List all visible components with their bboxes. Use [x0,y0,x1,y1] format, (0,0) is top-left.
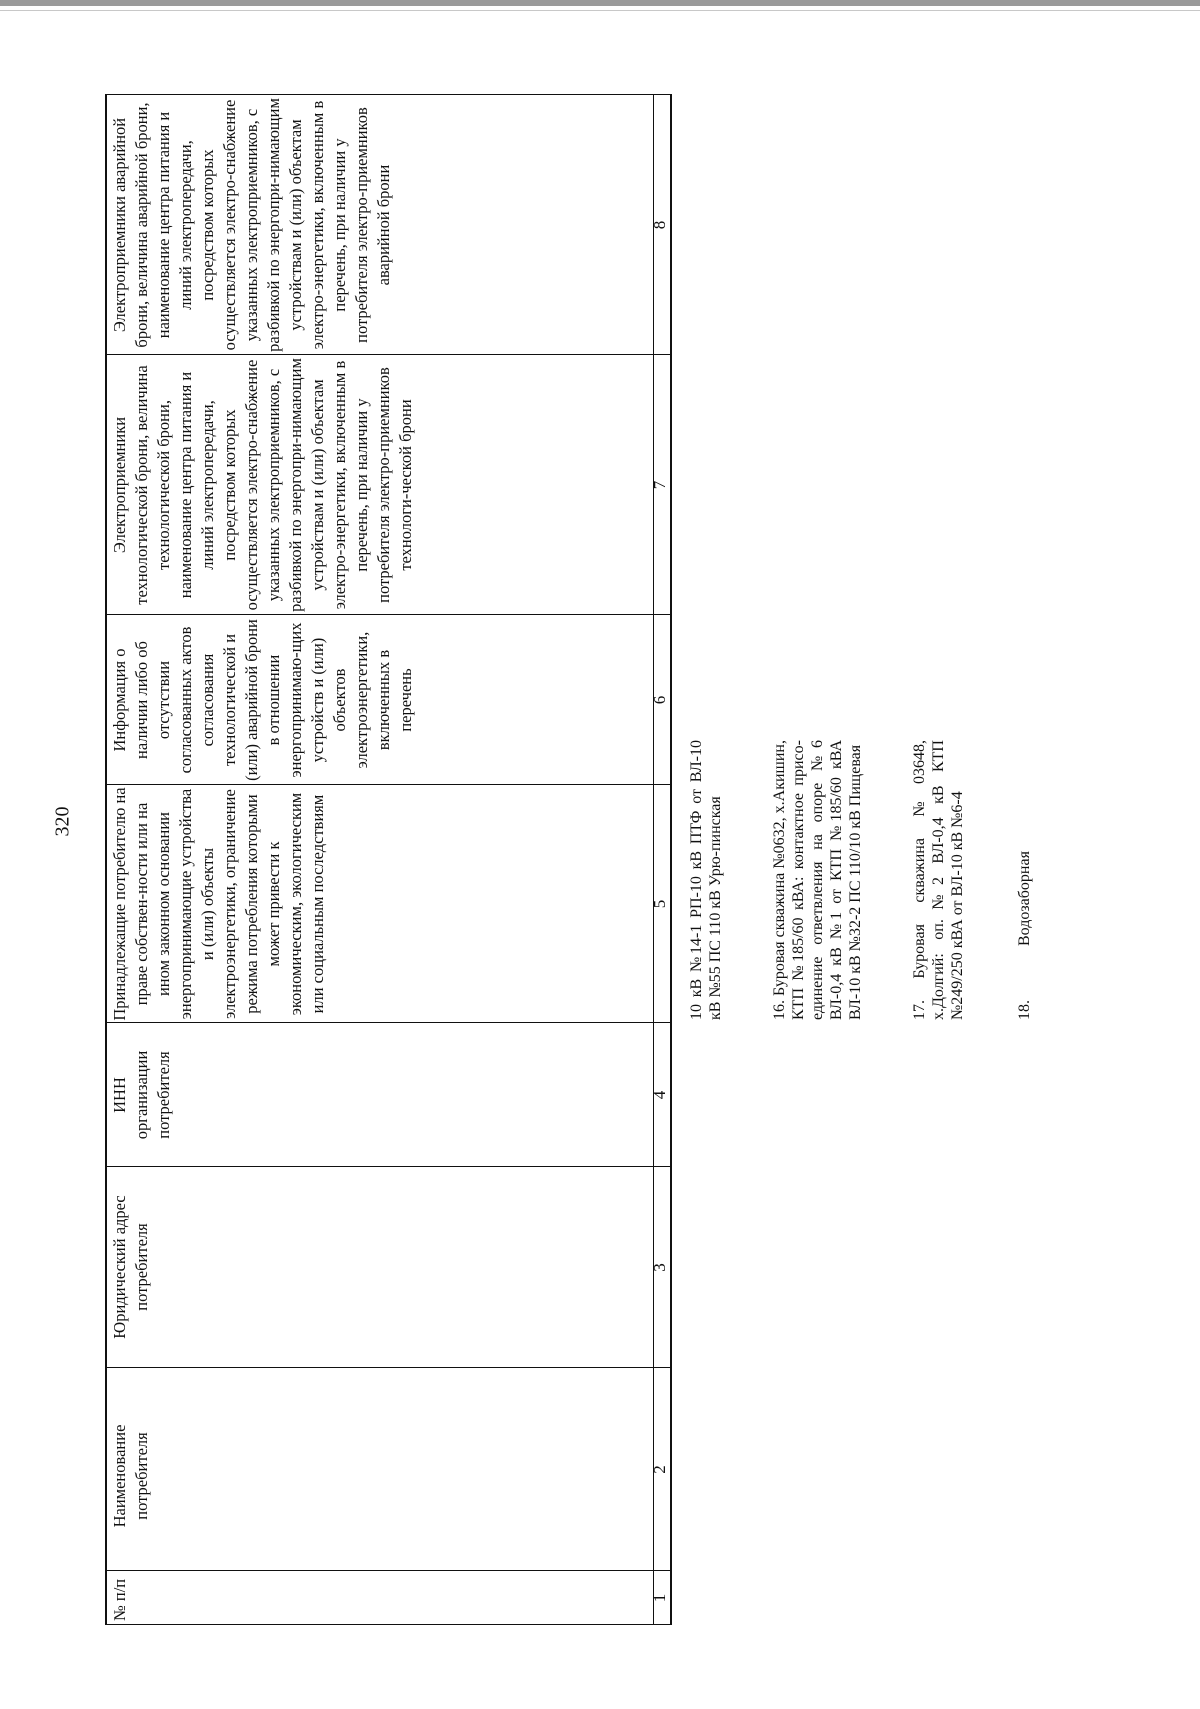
scan-border-line [0,10,1200,11]
entry-text-continuation: 10 кВ №14-1 РП-10 кВ ПТФ от ВЛ-10 кВ №55 ПС 110 кВ Урю-пинская [688,740,724,1020]
header-agreements-info: Информация о наличии либо об отсутствии согласованных актов согласования технологической и (или) аварийной брони в отношении энергопринимаю-щих устройств и (или) объектов электроэнергетики, включенных в перечень [110,619,415,781]
column-number-row-bottom [670,95,672,1625]
header-number: № п/п [110,1578,129,1621]
column-number-5: 5 [650,899,669,909]
col-border-6 [105,614,672,615]
rotated-table-page [105,55,1105,1625]
column-number-4: 4 [650,1090,669,1100]
column-number-6: 6 [650,695,669,705]
page-number: 320 [51,806,74,837]
col-border-3 [105,1166,672,1167]
col-border-7 [105,354,672,355]
header-consumer-name: Наименование потребителя [110,1424,151,1528]
table-top-border [105,95,107,1625]
header-inn: ИНН организации потребителя [110,1050,173,1140]
col-border-8 [105,94,672,95]
entry-16: 16. Буровая скважина №0632, х.Акишин, КТП №185/60 кВА: контактное присо-единение ответвления на опоре №6 ВЛ-0,4 кВ №1 от КТП №185/60 кВА ВЛ-10 кВ №32-2 ПС 110/10 кВ Пищевая [771,740,864,1020]
column-number-7: 7 [650,480,669,490]
header-technological-reserve: Электроприемники технологической брони, величина технологической брони, наименование центра питания и линий электропередачи, посредством которых осуществляется электро-снабжение указанных электроприемников, с разбивкой по энергопри-нимающим устройствам и (или) объектам электро-энергетики, включенным в перечень, при наличии у потребителя электро-приемников технологи-ческой брони [110,358,415,612]
col-border-2 [105,1367,672,1368]
column-number-1: 1 [650,1593,669,1603]
col-border-0 [105,1624,672,1625]
col-border-5 [105,784,672,785]
col-border-4 [105,1022,672,1023]
entry-18: 18. Водозаборная [1016,851,1033,1020]
header-devices: Принадлежащие потребителю на праве собствен-ности или на ином законном основании энергопринимающие устройства и (или) объекты электроэнергетики, ограничение режима потребления которыми может привести к экономическим, экологическим или социальным последствиям [110,787,327,1021]
scan-border [0,0,1200,6]
header-emergency-reserve: Электроприемники аварийной брони, величина аварийной брони, наименование центра питания и линий электропередачи, посредством которых осуществляется электро-снабжение указанных электроприемников, с разбивкой по энергопри-нимающим устройствам и (или) объектам электро-энергетики, включенным в перечень, при наличии у потребителя электро-приемников аварийной брони [110,98,393,352]
column-number-2: 2 [650,1465,669,1474]
entry-17: 17. Буровая скважина №03648, х.Долгий: оп.№2 ВЛ-0,4 кВ КТП №249/250 кВА от ВЛ-10 кВ №6-4 [911,740,966,1020]
col-border-1 [105,1570,672,1571]
column-number-3: 3 [650,1263,669,1272]
header-legal-address: Юридический адрес потребителя [110,1195,151,1339]
column-number-8: 8 [650,220,669,230]
